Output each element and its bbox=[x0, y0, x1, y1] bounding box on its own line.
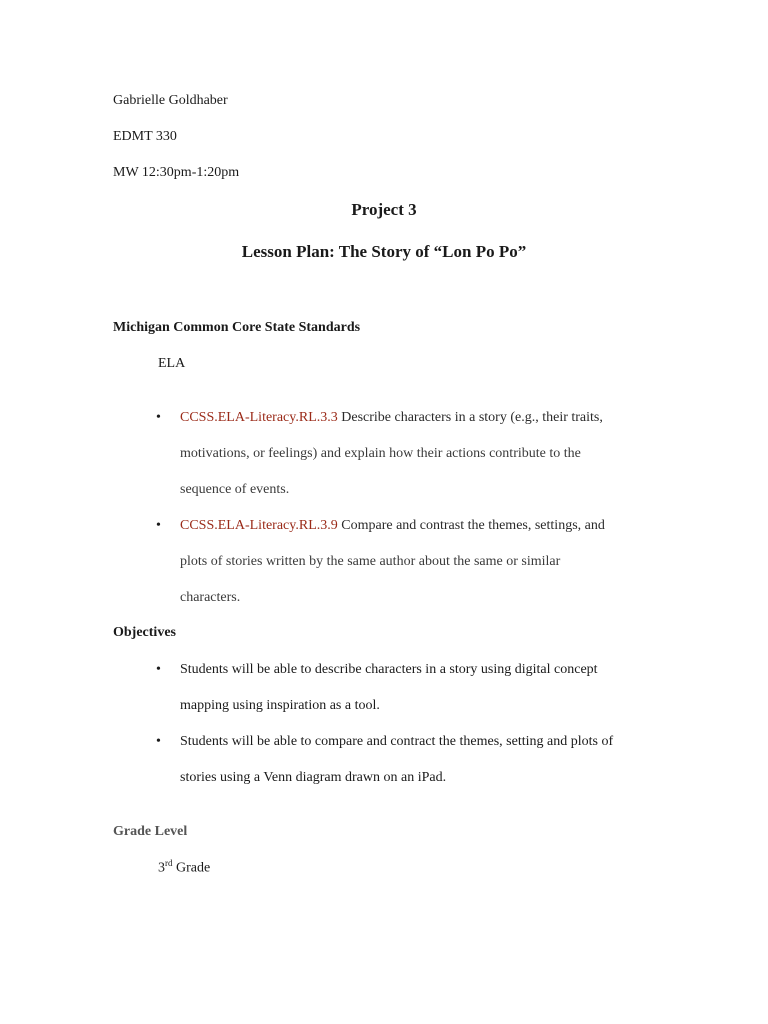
bullet-icon: • bbox=[156, 734, 161, 749]
standard-code: CCSS.ELA-Literacy.RL.3.3 bbox=[180, 410, 338, 425]
standard-item-line bbox=[180, 518, 605, 534]
grade-level-value bbox=[158, 858, 210, 877]
standard-item-line: motivations, or feelings) and explain how their actions contribute to the bbox=[180, 446, 581, 461]
bullet-icon: • bbox=[156, 518, 161, 533]
grade-level-heading: Grade Level bbox=[113, 824, 188, 839]
objectives-heading: Objectives bbox=[113, 625, 176, 640]
grade-ordinal-suffix: rd bbox=[165, 858, 173, 868]
project-title: Project 3 bbox=[351, 200, 417, 219]
standard-item-line: sequence of events. bbox=[180, 482, 290, 497]
course-code: EDMT 330 bbox=[113, 129, 177, 144]
standard-item-line: characters. bbox=[180, 590, 241, 605]
objective-item-line: Students will be able to describe characters in a story using digital concept bbox=[180, 662, 598, 677]
standard-description: Compare and contrast the themes, settings, and bbox=[337, 518, 605, 533]
standard-item-line bbox=[180, 410, 603, 426]
bullet-icon: • bbox=[156, 662, 161, 677]
bullet-icon: • bbox=[156, 410, 161, 425]
grade-number: 3 bbox=[158, 860, 165, 876]
lesson-title: Lesson Plan: The Story of “Lon Po Po” bbox=[241, 242, 527, 261]
objective-item-line: Students will be able to compare and contract the themes, setting and plots of bbox=[180, 734, 614, 749]
objective-item-line: stories using a Venn diagram drawn on an iPad. bbox=[180, 770, 447, 785]
standard-description: Describe characters in a story (e.g., their traits, bbox=[337, 410, 603, 425]
class-schedule: MW 12:30pm-1:20pm bbox=[113, 165, 240, 180]
standards-subject: ELA bbox=[158, 356, 186, 371]
standard-item-line: plots of stories written by the same author about the same or similar bbox=[180, 554, 561, 569]
objective-item-line: mapping using inspiration as a tool. bbox=[180, 698, 380, 713]
author-name: Gabrielle Goldhaber bbox=[113, 93, 228, 108]
standard-code: CCSS.ELA-Literacy.RL.3.9 bbox=[180, 518, 338, 533]
standards-heading: Michigan Common Core State Standards bbox=[113, 320, 361, 335]
grade-word: Grade bbox=[172, 860, 211, 876]
